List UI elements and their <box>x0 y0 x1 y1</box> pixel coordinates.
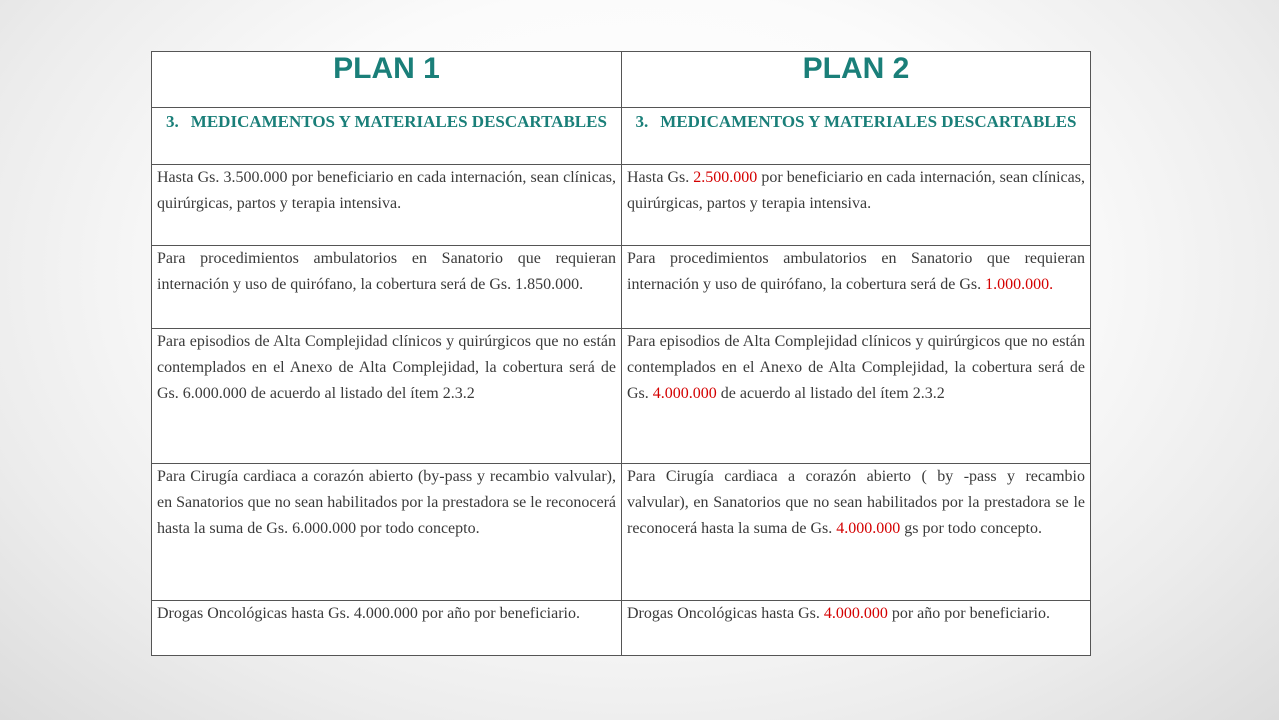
plan-2-high-complexity-cell <box>622 329 1091 464</box>
cell-highlight: 2.500.000 <box>693 169 758 186</box>
cell-text: Hasta Gs. 3.500.000 por beneficiario en cada internación, sean clínicas, quirúrgicas, partos y terapia intensiva. <box>157 169 616 212</box>
cell-text-after: gs por todo concepto. <box>900 520 1042 537</box>
cell-text: Para procedimientos ambulatorios en Sanatorio que requieran internación y uso de quirófano, la cobertura será de Gs. <box>627 250 1085 293</box>
table-row <box>152 246 1091 329</box>
plan-1-hospitalization-cell <box>152 165 622 246</box>
cell-text: Para Cirugía cardiaca a corazón abierto ( by -pass y recambio valvular), en Sanatorios que no sean habilitados por la prestadora se le reconocerá hasta la suma de Gs. <box>627 468 1085 537</box>
table-row <box>152 464 1091 601</box>
cell-highlight: 4.000.000 <box>836 520 901 537</box>
plan-1-oncology-cell <box>152 601 622 656</box>
plan-2-hospitalization-cell <box>622 165 1091 246</box>
plan-1-cardiac-surgery-cell <box>152 464 622 601</box>
cell-text: Para Cirugía cardiaca a corazón abierto (by-pass y recambio valvular), en Sanatorios que no sean habilitados por la prestadora se le reconocerá hasta la suma de Gs. 6.000.000 por todo concepto. <box>157 468 616 537</box>
cell-text: Drogas Oncológicas hasta Gs. <box>627 605 824 622</box>
plan-2-section-header <box>622 108 1091 165</box>
plans-comparison-table <box>151 51 1091 656</box>
plan-2-ambulatory-cell <box>622 246 1091 329</box>
cell-text-after: de acuerdo al listado del ítem 2.3.2 <box>716 385 945 402</box>
table-row <box>152 601 1091 656</box>
cell-highlight: 1.000.000. <box>985 276 1054 293</box>
plan-1-section-header <box>152 108 622 165</box>
plan-2-title: PLAN 2 <box>622 52 1091 108</box>
plan-2-oncology-cell <box>622 601 1091 656</box>
plan-title-row <box>152 52 1091 108</box>
plan-1-ambulatory-cell <box>152 246 622 329</box>
cell-text: Para episodios de Alta Complejidad clínicos y quirúrgicos que no están contemplados en el Anexo de Alta Complejidad, la cobertura será de Gs. <box>627 333 1085 402</box>
cell-text: Drogas Oncológicas hasta Gs. 4.000.000 por año por beneficiario. <box>157 605 580 622</box>
cell-text: Hasta Gs. <box>627 169 694 186</box>
cell-text-after: por beneficiario en cada internación, sean clínicas, quirúrgicas, partos y terapia intensiva. <box>627 169 1085 212</box>
plan-1-title: PLAN 1 <box>152 52 622 108</box>
cell-text: Para procedimientos ambulatorios en Sanatorio que requieran internación y uso de quirófano, la cobertura será de Gs. 1.850.000. <box>157 250 616 293</box>
plan-2-cardiac-surgery-cell <box>622 464 1091 601</box>
section-number: 3. <box>635 112 649 131</box>
cell-highlight: 4.000.000 <box>652 385 717 402</box>
section-title: MEDICAMENTOS Y MATERIALES DESCARTABLES <box>660 112 1077 131</box>
table-row <box>152 165 1091 246</box>
section-number: 3. <box>166 112 179 131</box>
table-row <box>152 329 1091 464</box>
cell-text: Para episodios de Alta Complejidad clínicos y quirúrgicos que no están contemplados en el Anexo de Alta Complejidad, la cobertura será de Gs. 6.000.000 de acuerdo al listado del ítem 2.3.2 <box>157 333 616 402</box>
section-header-row <box>152 108 1091 165</box>
cell-highlight: 4.000.000 <box>823 605 888 622</box>
section-title: MEDICAMENTOS Y MATERIALES DESCARTABLES <box>190 112 607 131</box>
cell-text-after: por año por beneficiario. <box>887 605 1050 622</box>
plan-1-high-complexity-cell <box>152 329 622 464</box>
